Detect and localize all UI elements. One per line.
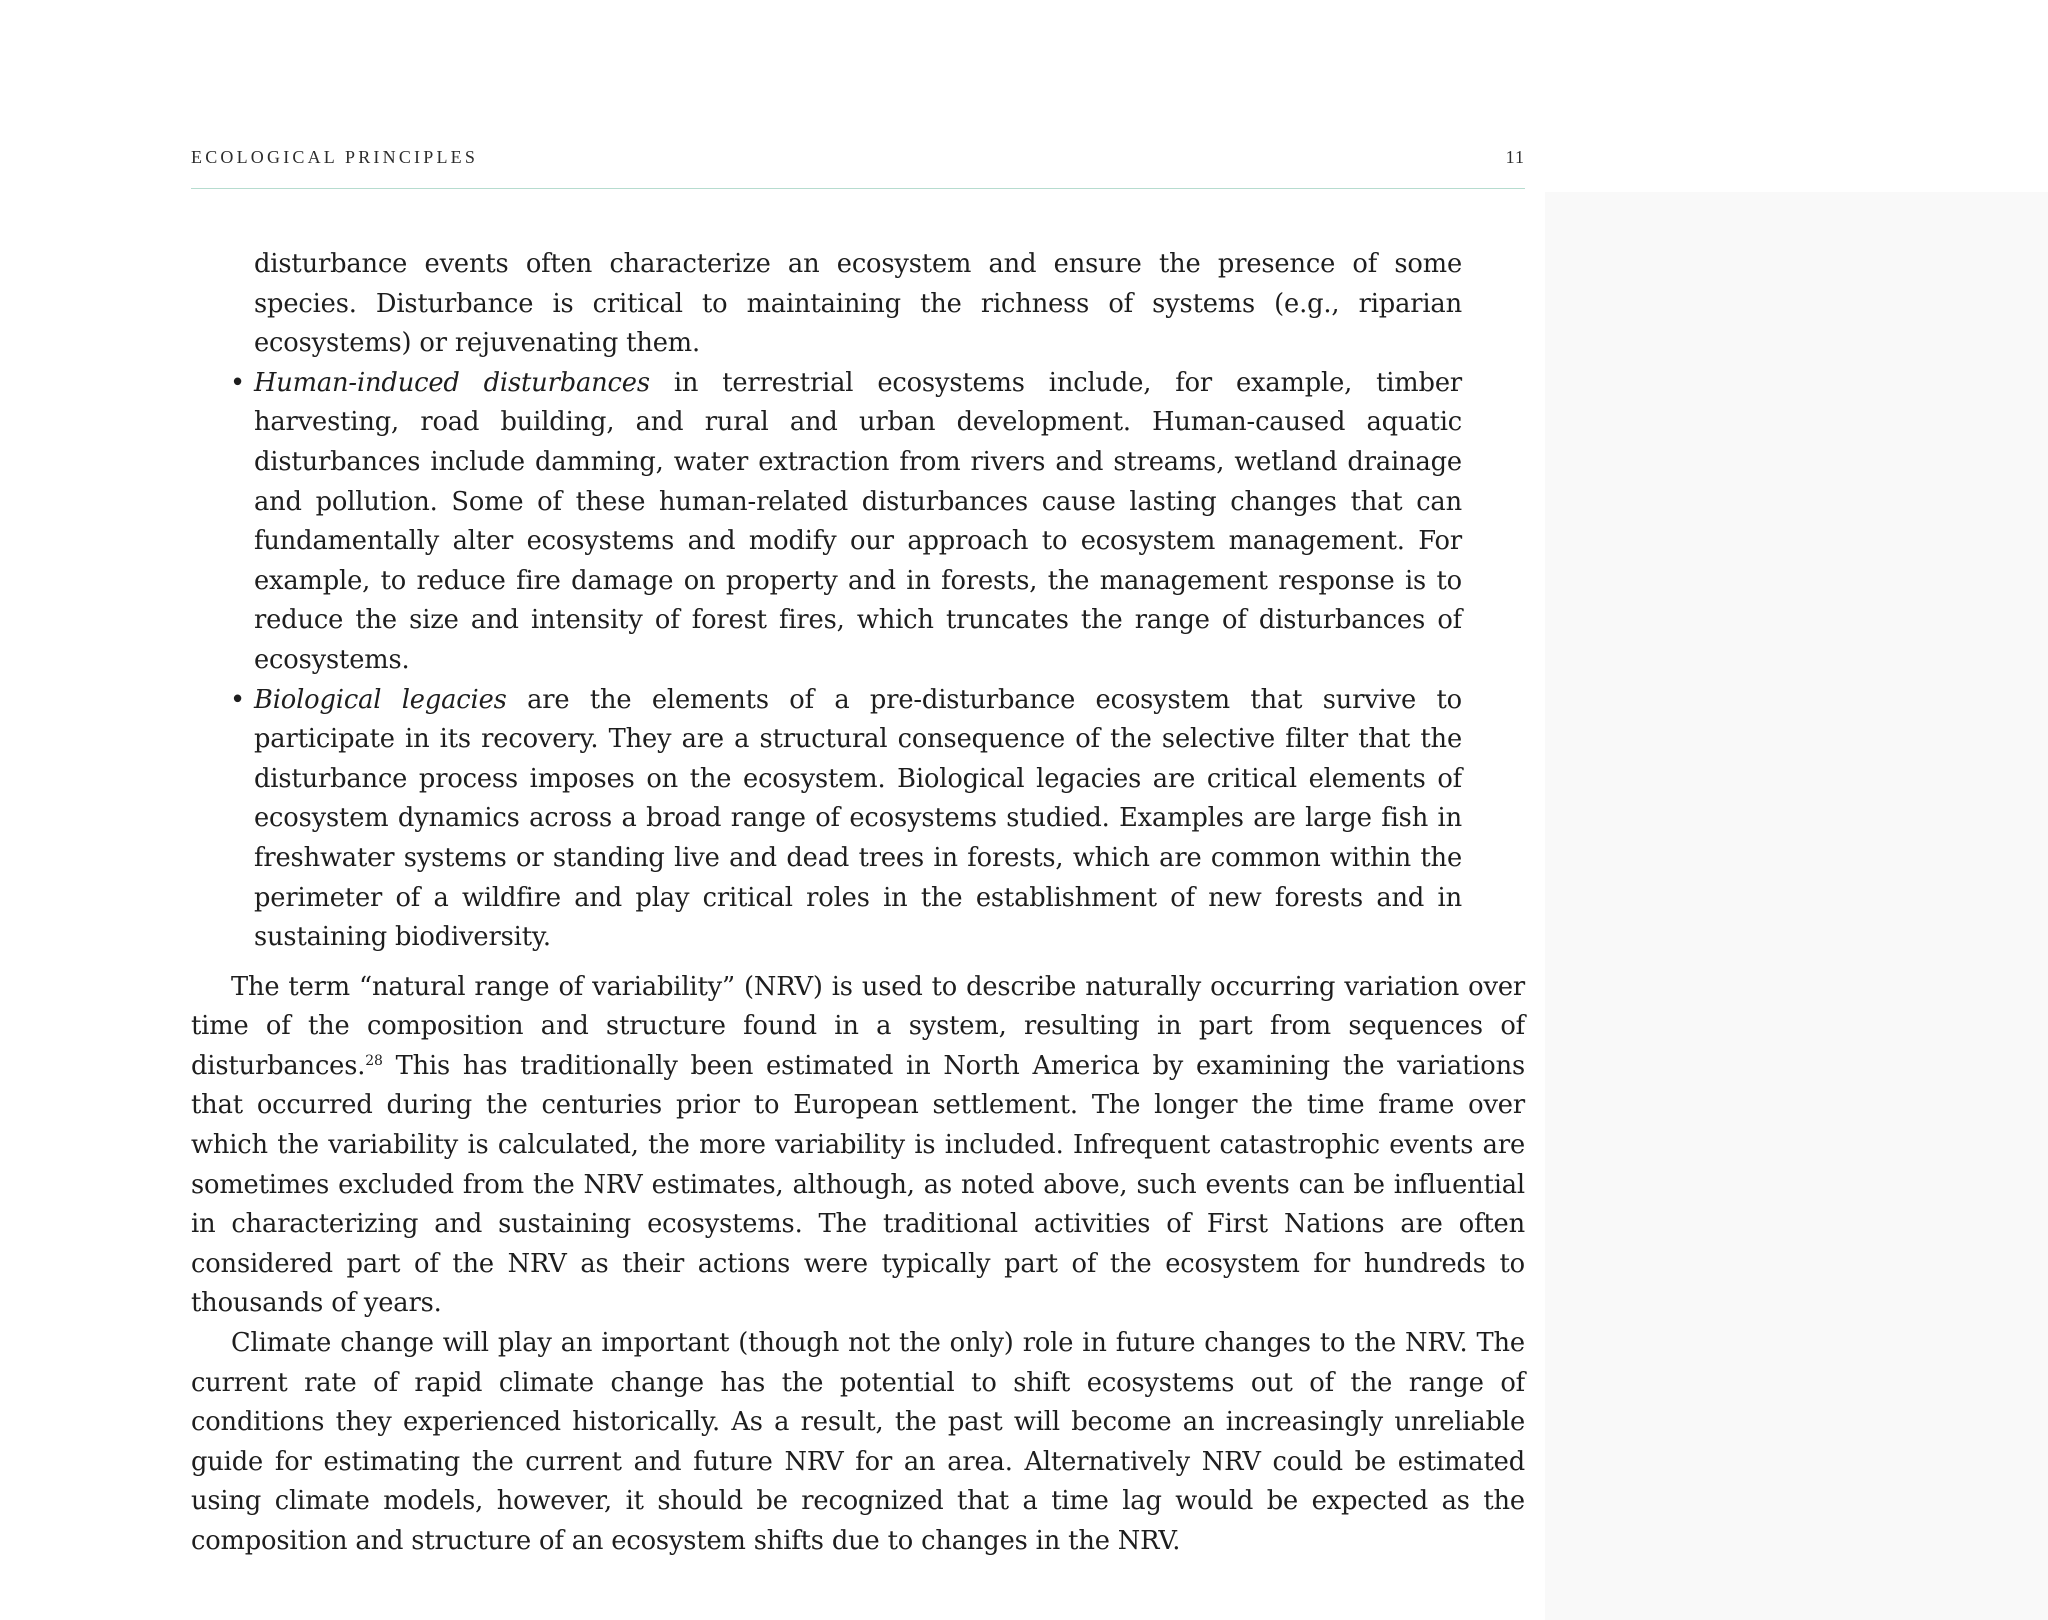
paragraph-text: The term “natural range of variability” (NRV) is used to describe naturally occurring variation over time of the composition and structure found in a system, resulting in part from sequences of disturbances. (191, 971, 1525, 1081)
bullet-term: Biological legacies (254, 684, 507, 715)
bullet-item-continued (254, 245, 1462, 364)
paragraph-nrv (191, 968, 1525, 1324)
bullet-text: are the elements of a pre-disturbance ecosystem that survive to participate in its recovery. They are a structural consequence of the selective filter that the disturbance process imposes on the ecosystem. Biological legacies are critical elements of ecosystem dynamics across a broad range of ecosystems studied. Examples are large fish in freshwater systems or standing live and dead trees in forests, which are common within the perimeter of a wildfire and play critical roles in the establishment of new forests and in sustaining biodiversity. (254, 684, 1463, 953)
bullet-text: in terrestrial ecosystems include, for example, timber harvesting, road building, and rural and urban development. Human-caused aquatic disturbances include damming, water extraction from rivers and streams, wetland drainage and pollution. Some of these human-related disturbances cause lasting changes that can fundamentally alter ecosystems and modify our approach to ecosystem management. For example, to reduce fire damage on property and in forests, the management response is to reduce the size and intensity of forest fires, which truncates the range of disturbances of ecosystems. (254, 367, 1462, 675)
bullet-item-human-induced (254, 364, 1462, 681)
paragraph-climate-change (191, 1324, 1525, 1562)
section-title: ECOLOGICAL PRINCIPLES (191, 147, 479, 167)
bullet-term: Human-induced disturbances (254, 367, 650, 398)
header-rule (191, 188, 1525, 189)
footnote-marker: 28 (365, 1052, 383, 1069)
bullet-list-wrapper (191, 245, 1525, 958)
running-head (191, 147, 1525, 171)
page-number: 11 (1505, 147, 1525, 167)
bullet-text: disturbance events often characterize an ecosystem and ensure the presence of some species. Disturbance is critical to maintaining the richness of systems (e.g., riparian ecosystems) or rejuvenating them. (254, 249, 1462, 359)
bullet-list (191, 245, 1462, 958)
bullet-item-biological-legacies (254, 681, 1462, 958)
page-edge-shade (1545, 192, 2048, 1620)
paragraph-text: This has traditionally been estimated in North America by examining the variations that occurred during the centuries prior to European settlement. The longer the time frame over which the variability is calculated, the more variability is included. Infrequent catastrophic events are sometimes excluded from the NRV estimates, although, as noted above, such events can be influential in characterizing and sustaining ecosystems. The traditional activities of First Nations are often considered part of the NRV as their actions were typically part of the ecosystem for hundreds to thousands of years. (191, 1050, 1525, 1319)
paragraph-text: Climate change will play an important (though not the only) role in future changes to the NRV. The current rate of rapid climate change has the potential to shift ecosystems out of the range of conditions they experienced historically. As a result, the past will become an increasingly unreliable guide for estimating the current and future NRV for an area. Alternatively NRV could be estimated using climate models, however, it should be recognized that a time lag would be expected as the composition and structure of an ecosystem shifts due to changes in the NRV. (191, 1328, 1525, 1556)
page-content (191, 245, 1525, 1562)
